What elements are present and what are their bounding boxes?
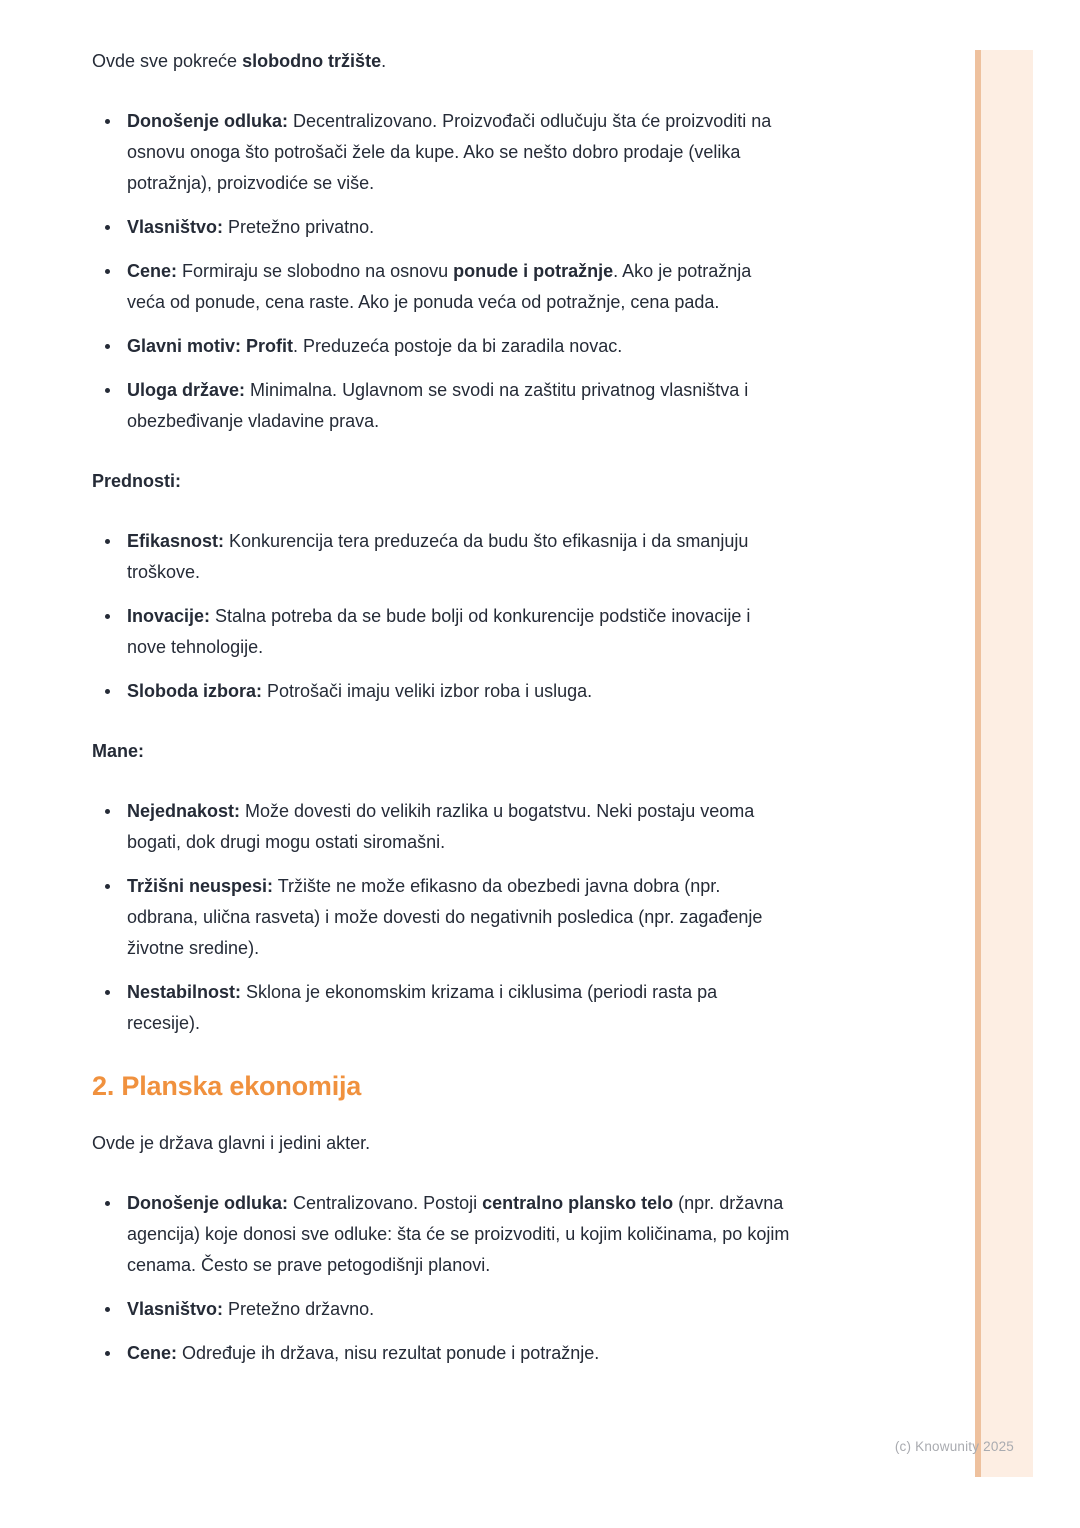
- bold-text-segment: Donošenje odluka:: [127, 1193, 289, 1213]
- bold-text-segment: Nejednakost:: [127, 801, 241, 821]
- bold-text-segment: Tržišni neuspesi:: [127, 876, 274, 896]
- bold-text-segment: centralno plansko telo: [482, 1193, 674, 1213]
- list-item: [92, 601, 792, 663]
- bold-text-segment: slobodno tržište: [242, 51, 382, 71]
- list-item: [92, 871, 792, 964]
- paragraph: [92, 46, 792, 77]
- text-segment: Potrošači imaju veliki izbor roba i usluga.: [262, 681, 593, 701]
- bullet-list: [92, 106, 792, 437]
- note-content: [92, 46, 792, 1398]
- subheading: Prednosti:: [92, 471, 182, 491]
- subheading: Mane:: [92, 741, 145, 761]
- list-item: [92, 375, 792, 437]
- text-segment: Može dovesti do velikih razlika u bogatstvu. Neki postaju veoma bogati, dok drugi mogu ostati siromašni.: [127, 801, 755, 852]
- text-segment: Centralizovano. Postoji: [288, 1193, 483, 1213]
- bold-text-segment: Inovacije:: [127, 606, 211, 626]
- bold-text-segment: Vlasništvo:: [127, 217, 224, 237]
- list-item: [92, 1188, 792, 1281]
- section-heading: 2. Planska ekonomija: [92, 1071, 362, 1101]
- text-segment: Pretežno privatno.: [223, 217, 375, 237]
- bold-text-segment: Glavni motiv: Profit: [127, 336, 294, 356]
- text-segment: Određuje ih država, nisu rezultat ponude i potražnje.: [177, 1343, 600, 1363]
- bold-text-segment: Cene:: [127, 1343, 178, 1363]
- bold-text-segment: Efikasnost:: [127, 531, 225, 551]
- bold-text-segment: Donošenje odluka:: [127, 111, 289, 131]
- list-item: [92, 796, 792, 858]
- list-item: [92, 212, 792, 243]
- list-item: [92, 331, 792, 362]
- paragraph: [92, 1128, 792, 1159]
- list-item: [92, 977, 792, 1039]
- bullet-list: [92, 526, 792, 707]
- list-item: [92, 1294, 792, 1325]
- list-item: [92, 1338, 792, 1369]
- text-segment: (npr. državna agencija) koje donosi sve odluke: šta će se proizvoditi, u kojim količinama, po kojim cenama. Često se prave petogodišnji planovi.: [127, 1193, 790, 1275]
- bold-text-segment: ponude i potražnje: [453, 261, 614, 281]
- list-item: [92, 106, 792, 199]
- text-segment: Konkurencija tera preduzeća da budu što efikasnija i da smanjuju troškove.: [127, 531, 749, 582]
- text-segment: Ovde je država glavni i jedini akter.: [92, 1133, 371, 1153]
- bullet-list: [92, 796, 792, 1039]
- text-segment: Sklona je ekonomskim krizama i ciklusima (periodi rasta pa recesije).: [127, 982, 718, 1033]
- text-segment: Stalna potreba da se bude bolji od konkurencije podstiče inovacije i nove tehnologije.: [127, 606, 751, 657]
- right-accent-stripe: [975, 50, 1033, 1477]
- bold-text-segment: Vlasništvo:: [127, 1299, 224, 1319]
- list-item: [92, 526, 792, 588]
- bold-text-segment: Uloga države:: [127, 380, 246, 400]
- text-segment: Pretežno državno.: [223, 1299, 375, 1319]
- text-segment: Minimalna. Uglavnom se svodi na zaštitu privatnog vlasništva i obezbeđivanje vladavine prava.: [127, 380, 749, 431]
- text-segment: .: [381, 51, 387, 71]
- copyright-watermark: (c) Knowunity 2025: [894, 1439, 1014, 1454]
- list-item: [92, 256, 792, 318]
- bold-text-segment: Cene:: [127, 261, 178, 281]
- bold-text-segment: Sloboda izbora:: [127, 681, 262, 701]
- bullet-list: [92, 1188, 792, 1369]
- text-segment: Ovde sve pokreće: [92, 51, 243, 71]
- text-segment: Formiraju se slobodno na osnovu: [177, 261, 454, 281]
- bold-text-segment: Nestabilnost:: [127, 982, 242, 1002]
- text-segment: Tržište ne može efikasno da obezbedi javna dobra (npr. odbrana, ulična rasveta) i može dovesti do negativnih posledica (npr. zagađenje životne sredine).: [127, 876, 763, 958]
- list-item: [92, 676, 792, 707]
- text-segment: . Ako je potražnja veća od ponude, cena raste. Ako je ponuda veća od potražnje, cena pada.: [127, 261, 752, 312]
- text-segment: Decentralizovano. Proizvođači odlučuju šta će proizvoditi na osnovu onoga što potrošači žele da kupe. Ako se nešto dobro prodaje (velika potražnja), proizvodiće se više.: [127, 111, 772, 193]
- text-segment: . Preduzeća postoje da bi zaradila novac.: [293, 336, 623, 356]
